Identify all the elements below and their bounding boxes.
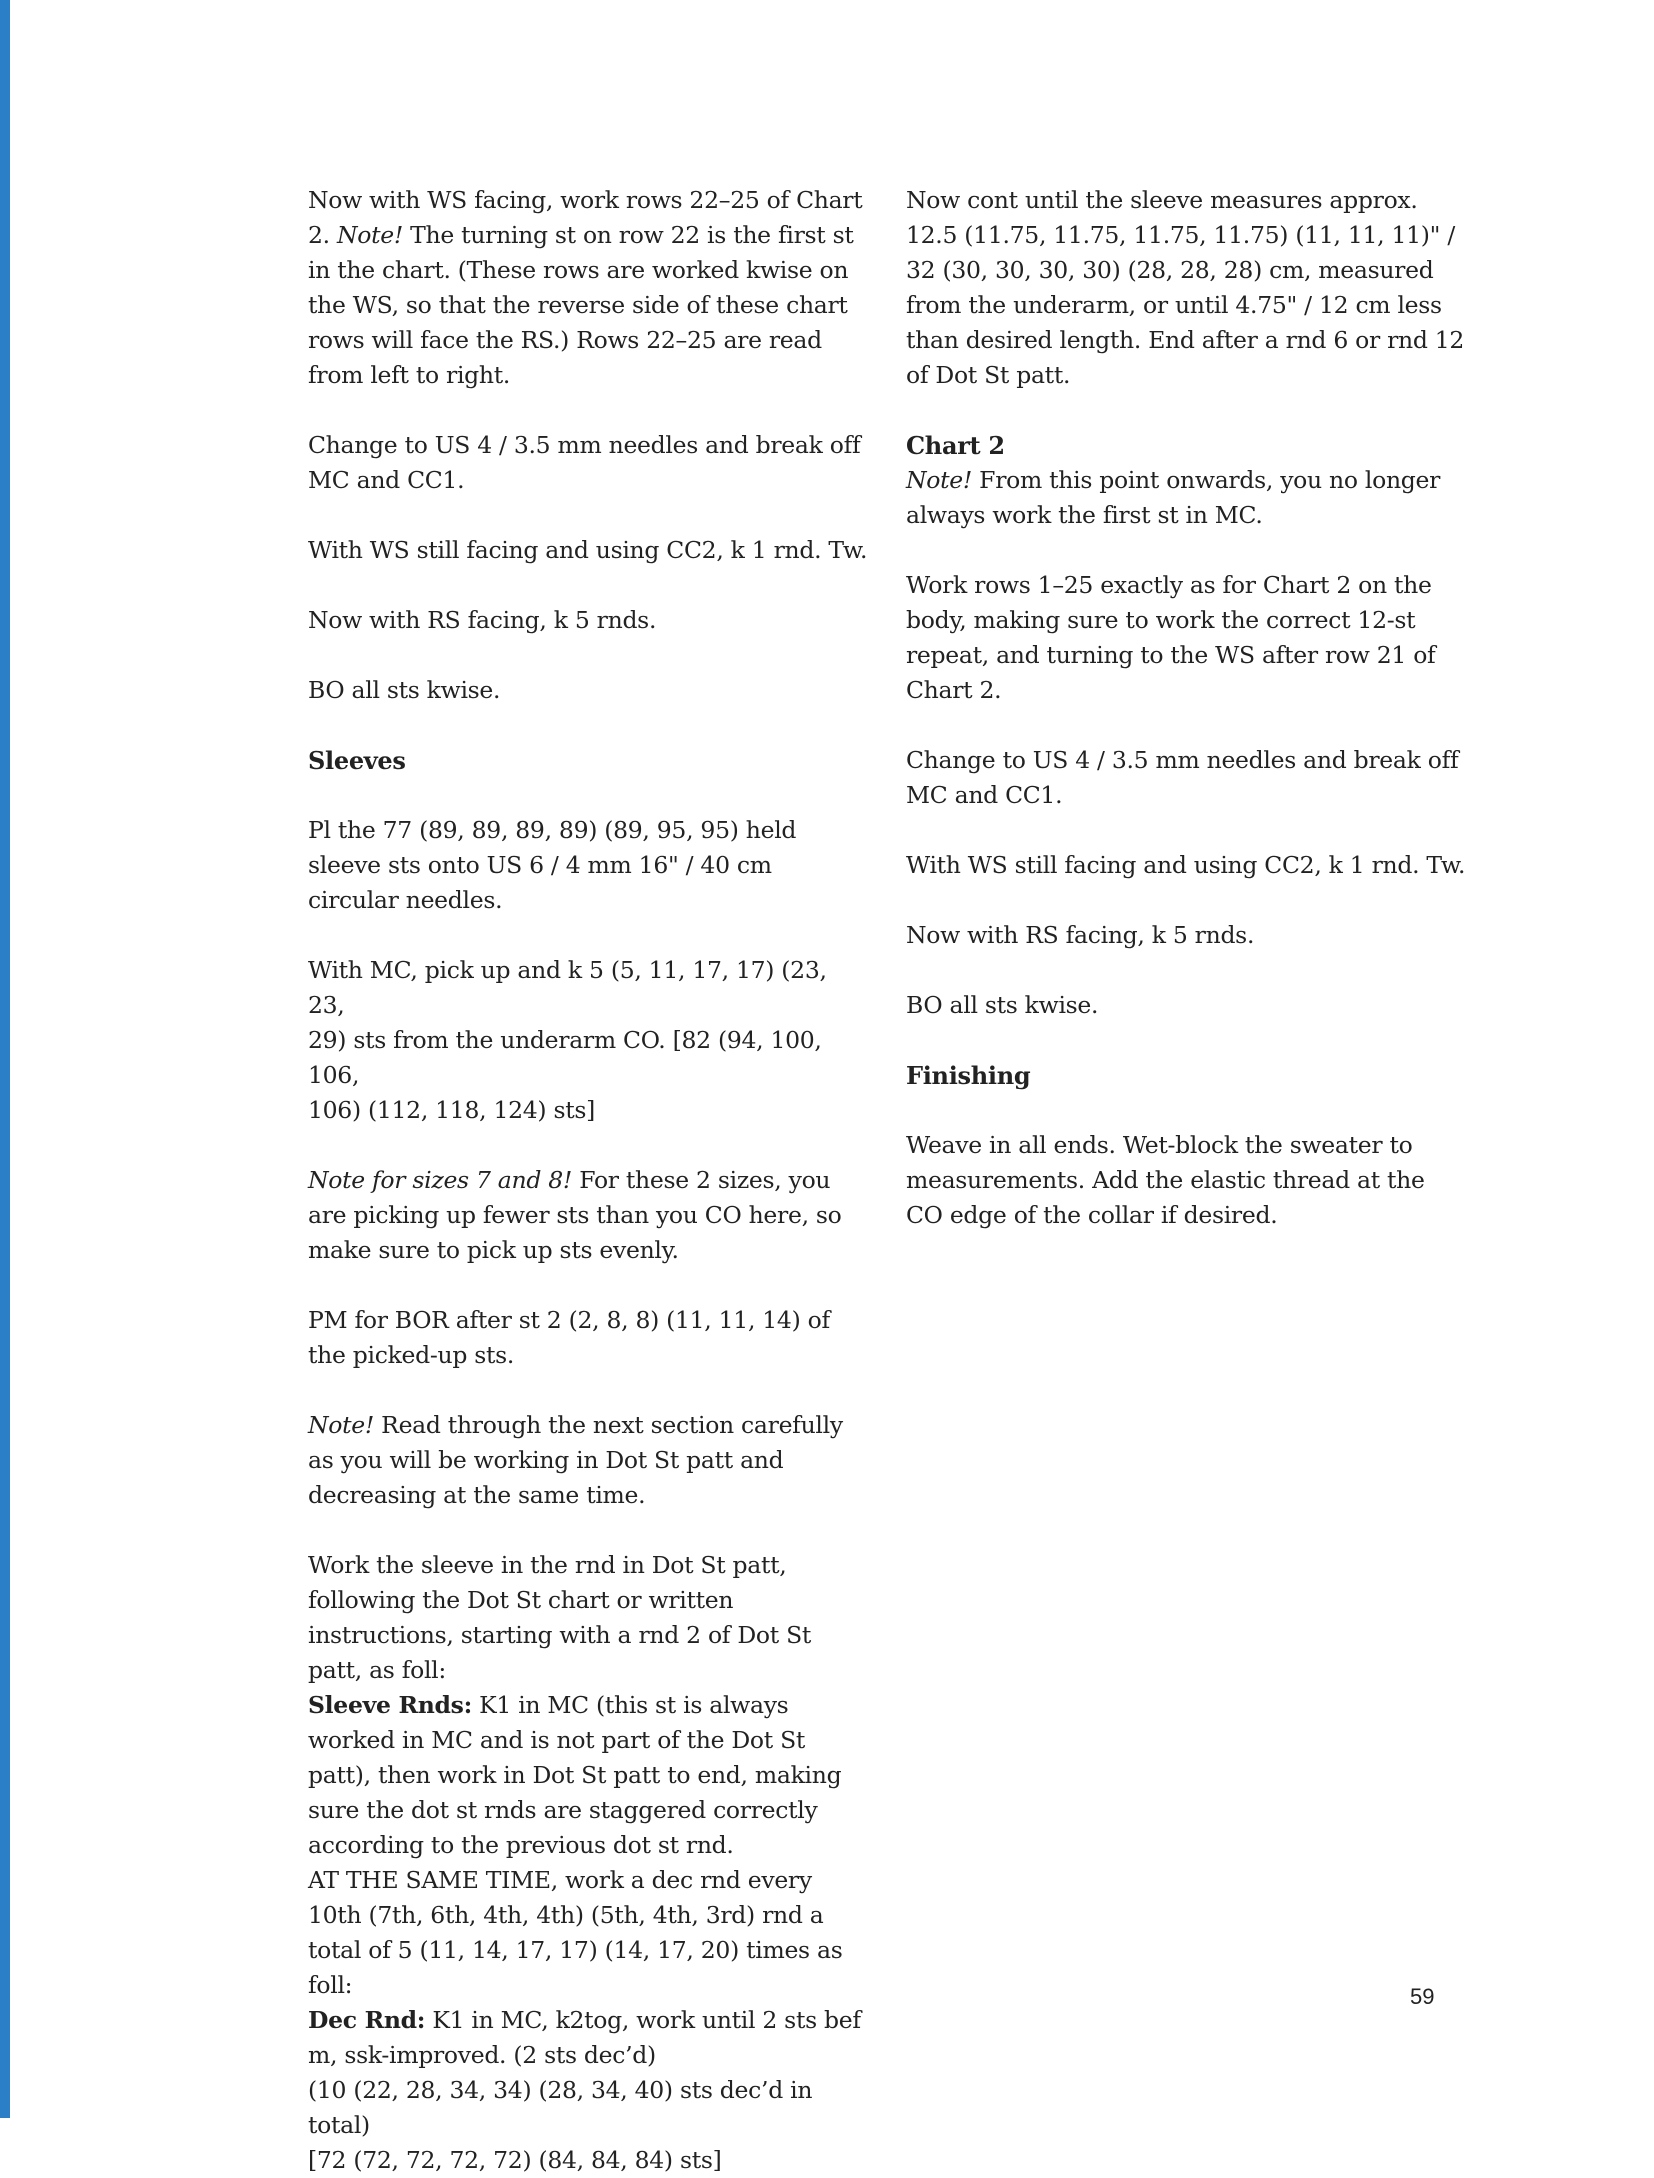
heading-finishing: Finishing	[906, 1061, 1031, 1090]
note-label: Note for sizes 7 and 8!	[308, 1166, 573, 1194]
left-column	[308, 183, 868, 2178]
paragraph-ws-cc2: With WS still facing and using CC2, k 1 rnd. Tw.	[308, 536, 868, 564]
paragraph-pick-up: With MC, pick up and k 5 (5, 11, 17, 17) (23, 23, 29) sts from the underarm CO. [82 (94, 100, 106, 106) (112, 118, 124) sts]	[308, 956, 827, 1124]
paragraph-dec-rnd: Dec Rnd: K1 in MC, k2tog, work until 2 sts bef m, ssk-improved. (2 sts dec’d)	[308, 2006, 861, 2069]
paragraph-note-sizes: Note for sizes 7 and 8! For these 2 sizes, you are picking up fewer sts than you CO here, so make sure to pick up sts evenly.	[308, 1166, 842, 1264]
heading-sleeves: Sleeves	[308, 746, 406, 775]
paragraph-chart2-note: Note! From this point onwards, you no longer always work the first st in MC.	[906, 466, 1441, 529]
note-label: Note!	[906, 466, 973, 494]
page-number: 59	[1410, 1984, 1435, 2009]
paragraph-rs-k5: Now with RS facing, k 5 rnds.	[308, 606, 657, 634]
paragraph-change-needles-right: Change to US 4 / 3.5 mm needles and break off MC and CC1.	[906, 746, 1459, 809]
blue-edge-bar	[0, 0, 10, 2118]
paragraph-work-rows: Work rows 1–25 exactly as for Chart 2 on the body, making sure to work the correct 12-st repeat, and turning to the WS after row 21 of Chart 2.	[906, 571, 1436, 704]
paragraph-rs-k5-right: Now with RS facing, k 5 rnds.	[906, 921, 1255, 949]
right-column	[906, 183, 1466, 1268]
paragraph-bo: BO all sts kwise.	[308, 676, 501, 704]
paragraph-work-sleeve: Work the sleeve in the rnd in Dot St patt, following the Dot St chart or written instructions, starting with a rnd 2 of Dot St patt, as foll:	[308, 1551, 812, 1684]
paragraph-sleeve-rnds: Sleeve Rnds: K1 in MC (this st is always worked in MC and is not part of the Dot St patt), then work in Dot St patt to end, making sure the dot st rnds are staggered correctly according to the previous dot st rnd.	[308, 1691, 842, 1859]
paragraph-place-sleeve-sts: Pl the 77 (89, 89, 89, 89) (89, 95, 95) held sleeve sts onto US 6 / 4 mm 16" / 40 cm circular needles.	[308, 816, 797, 914]
heading-chart-2: Chart 2	[906, 431, 1005, 460]
paragraph-pm-bor: PM for BOR after st 2 (2, 8, 8) (11, 11, 14) of the picked-up sts.	[308, 1306, 830, 1369]
sleeve-rnds-label: Sleeve Rnds:	[308, 1691, 472, 1719]
paragraph-note-read-through: Note! Read through the next section carefully as you will be working in Dot St patt and decreasing at the same time.	[308, 1411, 843, 1509]
paragraph-at-same-time: AT THE SAME TIME, work a dec rnd every 10th (7th, 6th, 4th, 4th) (5th, 4th, 3rd) rnd a total of 5 (11, 14, 17, 17) (14, 17, 20) times as foll:	[308, 1866, 843, 1999]
paragraph-change-needles: Change to US 4 / 3.5 mm needles and break off MC and CC1.	[308, 431, 861, 494]
paragraph-sleeve-length: Now cont until the sleeve measures approx. 12.5 (11.75, 11.75, 11.75, 11.75) (11, 11, 11)" / 32 (30, 30, 30, 30) (28, 28, 28) cm, measured from the underarm, or until 4.75" / 12 cm less than desired length. End after a rnd 6 or rnd 12 of Dot St patt.	[906, 186, 1465, 389]
note-label: Note!	[337, 221, 404, 249]
paragraph-final-count: [72 (72, 72, 72, 72) (84, 84, 84) sts]	[308, 2146, 722, 2174]
dec-rnd-label: Dec Rnd:	[308, 2006, 426, 2034]
paragraph-ws-cc2-right: With WS still facing and using CC2, k 1 rnd. Tw.	[906, 851, 1466, 879]
paragraph-chart2-ws-rows: Now with WS facing, work rows 22–25 of Chart 2. Note! The turning st on row 22 is the first st in the chart. (These rows are worked kwise on the WS, so that the reverse side of these chart rows will face the RS.) Rows 22–25 are read from left to right.	[308, 186, 863, 389]
note-label: Note!	[308, 1411, 375, 1439]
paragraph-dec-total: (10 (22, 28, 34, 34) (28, 34, 40) sts dec’d in total)	[308, 2076, 813, 2139]
paragraph-bo-right: BO all sts kwise.	[906, 991, 1099, 1019]
paragraph-finishing: Weave in all ends. Wet-block the sweater to measurements. Add the elastic thread at the CO edge of the collar if desired.	[906, 1131, 1425, 1229]
